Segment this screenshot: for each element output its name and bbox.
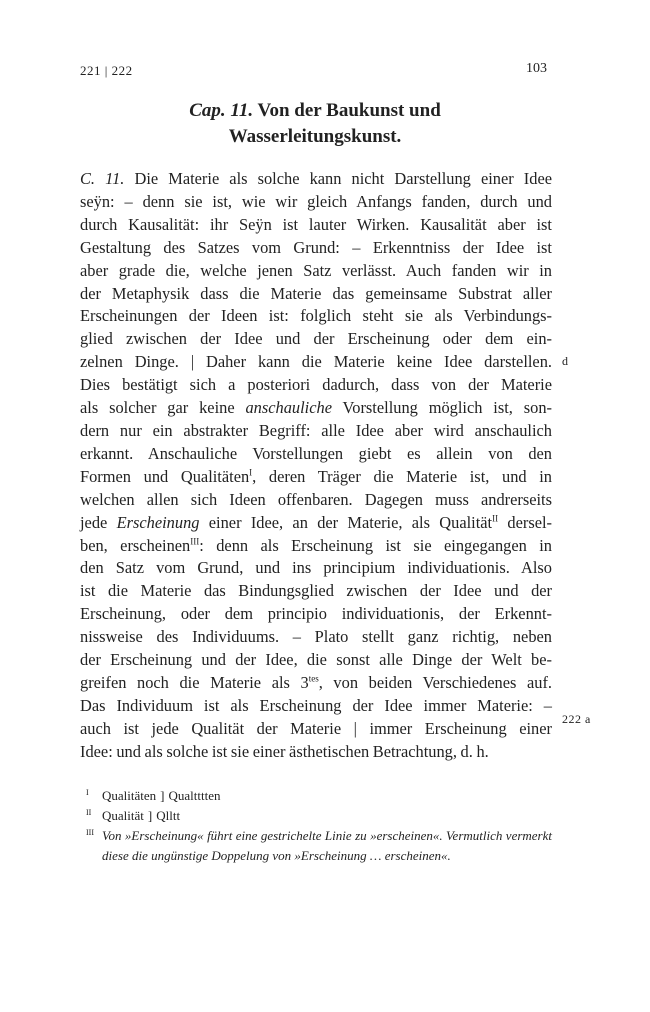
text-line: den Satz vom Grund, und ins principium individuationis. Also bbox=[80, 558, 552, 578]
footnote-reading: Qualtttten bbox=[168, 788, 221, 803]
text-fragment: , deren Träger die Materie ist, und in bbox=[252, 466, 552, 486]
emphasis: Erscheinung bbox=[116, 512, 200, 532]
text-fragment: Formen und Qualitäten bbox=[80, 466, 250, 486]
footnote-mark: II bbox=[86, 808, 92, 817]
text-fragment: als solcher gar keine bbox=[80, 398, 246, 418]
margin-note-page-222a: 222 a bbox=[562, 712, 591, 726]
text-fragment: greifen noch die Materie als 3 bbox=[80, 672, 309, 692]
text-line: Erscheinungen der Ideen ist: folglich steht sie als Verbindungs- bbox=[80, 306, 552, 326]
text-line bbox=[80, 512, 552, 535]
footnotes bbox=[80, 786, 552, 866]
chapter-number: Cap. 11. bbox=[189, 100, 254, 121]
text-line: Idee: und als solche ist sie einer ästhetischen Betrachtung, d. h. bbox=[80, 741, 489, 761]
footnote-lemma: Qualität bbox=[102, 808, 144, 823]
ordinal-superscript: tes bbox=[308, 673, 319, 684]
emphasis: anschauliche bbox=[245, 398, 332, 418]
footnote-ref[interactable]: III bbox=[190, 536, 200, 547]
text-fragment: : denn als Erscheinung ist sie eingegangen in bbox=[199, 535, 552, 555]
footnote-mark: I bbox=[86, 788, 89, 797]
text-line: welchen allen sich Ideen offenbaren. Dagegen muss andrerseits bbox=[80, 489, 552, 509]
text-fragment: , von beiden Verschiedenes auf. bbox=[318, 672, 553, 692]
text-line bbox=[80, 535, 552, 558]
chapter-title bbox=[80, 98, 550, 150]
text-line: nissweise des Individuums. – Plato stellt ganz richtig, neben bbox=[80, 627, 552, 647]
text-fragment: dersel- bbox=[498, 512, 552, 532]
text-line: Dies bestätigt sich a posteriori dadurch, dass von der Materie bbox=[80, 375, 552, 395]
title-line-2: Wasserleitungskunst. bbox=[228, 126, 402, 147]
footnote-mark: III bbox=[86, 828, 94, 837]
text-line: der Erscheinung und der Idee, die sonst alle Dinge der Welt be- bbox=[80, 650, 552, 670]
text-fragment: ben, erscheinen bbox=[80, 535, 191, 555]
text-line: erkannt. Anschauliche Vorstellungen giebt es allein von den bbox=[80, 443, 552, 463]
footnote-lemma: Qualitäten bbox=[102, 788, 157, 803]
text-line: auch ist jede Qualität der Materie | immer Erscheinung einer bbox=[80, 718, 552, 738]
text-line: ist die Materie das Bindungsglied zwischen der Idee und der bbox=[80, 581, 552, 601]
page-range: 221 | 222 bbox=[80, 63, 133, 78]
footnote bbox=[80, 826, 552, 866]
text-line: der Metaphysik dass die Materie das gemeinsame Substrat aller bbox=[80, 283, 552, 303]
footnote bbox=[80, 806, 552, 826]
title-line-1: Von der Baukunst und bbox=[257, 100, 441, 121]
footnote-bracket: ] bbox=[160, 788, 165, 803]
body-text bbox=[80, 168, 552, 764]
text-fragment: einer Idee, an der Materie, als Qualität bbox=[199, 512, 493, 532]
text-line: Gestaltung des Satzes vom Grund: – Erkenntniss der Idee ist bbox=[80, 237, 552, 257]
text-line: Erscheinung, oder dem principio individuationis, der Erkennt- bbox=[80, 604, 552, 624]
text-line: seÿn: – denn sie ist, wie wir gleich Anfangs fanden, durch und bbox=[80, 191, 552, 211]
chapter-ref: C. 11. bbox=[80, 169, 125, 188]
text-line: zelnen Dinge. | Daher kann die Materie keine Idee darstellen. bbox=[80, 352, 552, 372]
footnote-reading: Qlltt bbox=[156, 808, 181, 823]
text-line: Das Individuum ist als Erscheinung der Idee immer Materie: – bbox=[80, 695, 552, 715]
text-fragment: Vorstellung möglich ist, son- bbox=[331, 398, 552, 418]
text-line bbox=[80, 672, 552, 695]
text-line: aber grade die, welche jenen Satz verlässt. Auch fanden wir in bbox=[80, 260, 552, 280]
text-line: dern nur ein abstrakter Begriff: alle Idee aber wird anschaulich bbox=[80, 420, 552, 440]
footnote-bracket: ] bbox=[147, 808, 153, 823]
text-line bbox=[80, 168, 552, 191]
footnote-ref[interactable]: II bbox=[492, 513, 499, 524]
text-line bbox=[80, 466, 552, 489]
footnote bbox=[80, 786, 552, 806]
text-line bbox=[80, 397, 552, 420]
text-fragment: jede bbox=[80, 512, 117, 532]
margin-note-d: d bbox=[562, 354, 569, 368]
page-number: 103 bbox=[526, 61, 547, 76]
footnote-ref[interactable]: I bbox=[249, 467, 253, 478]
footnote-text: Von »Erscheinung« führt eine gestrichelte Linie zu »erscheinen«. Vermutlich vermerkt diese die ungünstige Doppelung von »Erscheinung … erscheinen«. bbox=[102, 828, 552, 863]
text-line: durch Kausalität: ihr Seÿn ist lauter Wirken. Kausalität aber ist bbox=[80, 214, 552, 234]
text-fragment: Die Materie als solche kann nicht Darstellung einer Idee bbox=[124, 169, 553, 188]
text-line: glied zwischen der Idee und der Erscheinung oder dem ein- bbox=[80, 329, 552, 349]
